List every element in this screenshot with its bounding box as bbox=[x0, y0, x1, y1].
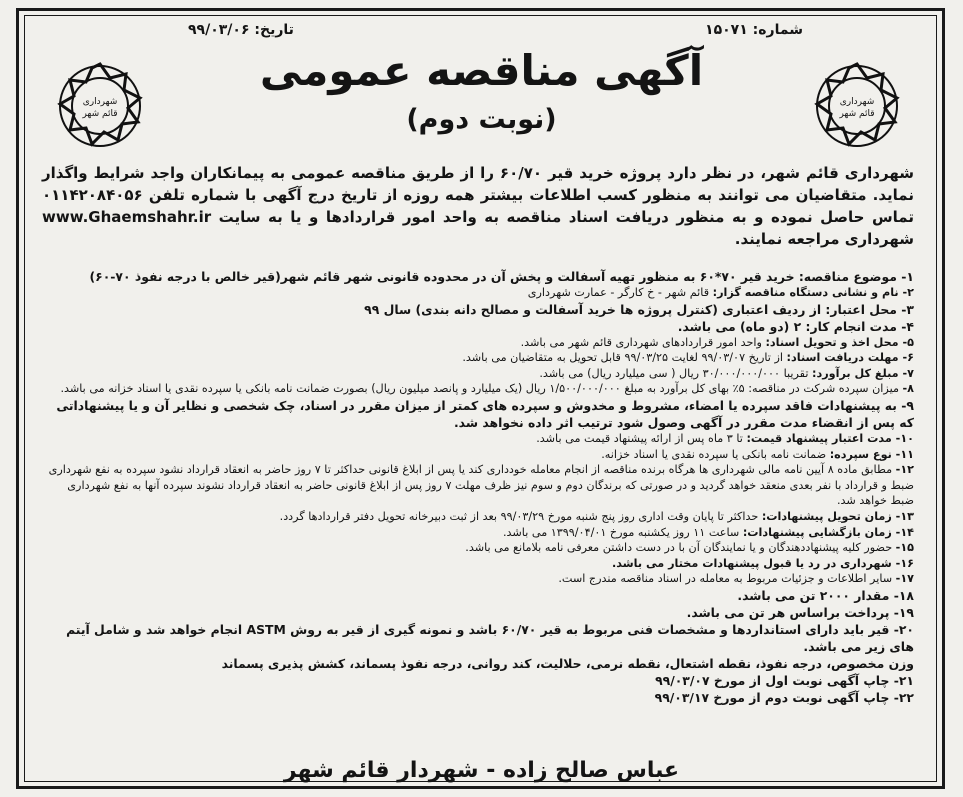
tender-term-label: ۳- محل اعتبار: bbox=[825, 301, 914, 317]
tender-term-text: خرید قیر ۷۰*۶۰ به منظور تهیه آسفالت و پخش آن در محدوده قانونی شهر قائم شهر(قیر خالص با درجه نفوذ ۷۰-۶۰) bbox=[89, 269, 799, 284]
announcement-date: تاریخ: ۹۹/۰۳/۰۶ bbox=[188, 22, 294, 38]
tender-term-label: ۶- مهلت دریافت اسناد: bbox=[786, 351, 914, 365]
tender-term-label: ۹- به پیشنهادات فاقد سپرده یا امضاء، مشروط و مخدوش و سپرده های کمتر از میزان مقرر در اسناد، چک شخصی و نظایر آن و یا پیشنهاداتی که پس از انقضاء مدت مقرر در آگهی وصول شود ترتیب اثر داده نخواهد شد. bbox=[56, 397, 914, 430]
tender-term-item bbox=[42, 335, 914, 351]
tender-term-item bbox=[42, 571, 914, 587]
tender-term-item bbox=[42, 462, 914, 509]
emblem-left-line1: شهرداری bbox=[82, 97, 118, 107]
tender-term-label: ۱۳- زمان تحویل پیشنهادات: bbox=[761, 509, 914, 523]
emblem-left-line2: قائم شهر bbox=[82, 109, 118, 119]
tender-term-text: ضمانت نامه بانکی یا سپرده نقدی یا اسناد خزانه. bbox=[601, 447, 830, 461]
tender-term-label: ۱- موضوع مناقصه: bbox=[798, 269, 914, 284]
tender-term-label: ۱۲- bbox=[895, 463, 914, 477]
announcement-number: شماره: ۱۵۰۷۱ bbox=[705, 22, 803, 38]
tender-term-text: سایر اطلاعات و جزئیات مربوط به معامله در اسناد مناقصه مندرج است. bbox=[558, 572, 896, 586]
tender-term-text: از تاریخ ۹۹/۰۳/۰۷ لغایت ۹۹/۰۳/۲۵ قابل تحویل به متقاضیان می باشد. bbox=[462, 351, 787, 365]
tender-term-item bbox=[42, 350, 914, 366]
tender-terms-list bbox=[42, 268, 914, 706]
tender-term-item bbox=[42, 525, 914, 541]
tender-term-text: واحد امور قراردادهای شهرداری قائم شهر می باشد. bbox=[520, 335, 766, 349]
tender-term-label: ۱۵- bbox=[895, 541, 914, 555]
tender-term-item bbox=[42, 556, 914, 572]
tender-term-label: ۸- bbox=[902, 382, 914, 396]
tender-term-item bbox=[42, 689, 914, 706]
tender-term-label: ۱۷- bbox=[895, 572, 914, 586]
emblem-right-line1: شهرداری bbox=[839, 97, 875, 107]
tender-term-label: ۱۹- پرداخت براساس هر تن می باشد. bbox=[686, 604, 914, 620]
tender-term-text: حداکثر تا پایان وقت اداری روز پنج شنبه مورخ ۹۹/۰۳/۲۹ بعد از ثبت دبیرخانه تحویل دفتر قراردادها گردد. bbox=[279, 509, 762, 523]
tender-term-item bbox=[42, 655, 914, 672]
tender-term-text: ساعت ۱۱ روز یکشنبه مورخ ۱۳۹۹/۰۴/۰۱ می باشد. bbox=[502, 525, 743, 539]
tender-term-item bbox=[42, 621, 914, 655]
tender-term-item bbox=[42, 540, 914, 556]
tender-term-label: ۲۰- قیر باید دارای استانداردها و مشخصات فنی مربوط به قیر ۶۰/۷۰ باشد و نمونه گیری از قیر به روش ASTM انجام خواهد شد و شامل آیتم های زیر می باشد. bbox=[66, 621, 914, 654]
tender-term-item bbox=[42, 587, 914, 604]
tender-term-text: مطابق ماده ۸ آیین نامه مالی شهرداری ها هرگاه برنده مناقصه از انجام معامله خودداری کند یا پس از ابلاغ قانونی حداکثر تا ۷ روز حاضر به انعقاد قرارداد نشود سپرده به نفع شهرداری ضبط و قرارداد با نفر بعدی منعقد خواهد گردید و در صورتی که برندگان دوم و سوم نیز ظرف مهلت ۷ روز پس از ابلاغ قانونی حاضر به انعقاد قرارداد نشوند سپرده آنها به نفع شهرداری ضبط خواهد شد. bbox=[48, 463, 914, 508]
tender-term-item bbox=[42, 604, 914, 621]
tender-term-label: ۲۲- چاپ آگهی نوبت دوم از مورخ ۹۹/۰۳/۱۷ bbox=[654, 689, 914, 705]
tender-term-text: تا ۳ ماه پس از ارائه پیشنهاد قیمت می باشد. bbox=[536, 431, 747, 445]
tender-term-label: ۱۶- شهرداری در رد یا قبول پیشنهادات مختار می باشد. bbox=[611, 556, 914, 570]
tender-term-item bbox=[42, 447, 914, 463]
tender-term-label: ۱۴- زمان بازگشایی پیشنهادات: bbox=[742, 525, 914, 539]
tender-term-item bbox=[42, 397, 914, 431]
tender-term-label: ۲۱- چاپ آگهی نوبت اول از مورخ ۹۹/۰۳/۰۷ bbox=[655, 672, 914, 688]
tender-term-text: حضور کلیه پیشنهاددهندگان و یا نمایندگان آن با در دست داشتن معرفی نامه بلامانع می باشد. bbox=[465, 541, 896, 555]
tender-term-item bbox=[42, 672, 914, 689]
tender-term-label: ۷- مبلغ کل برآورد: bbox=[812, 366, 914, 380]
tender-term-label: ۵- محل اخذ و تحویل اسناد: bbox=[765, 335, 914, 349]
tender-term-text: میزان سپرده شرکت در مناقصه: ۵٪ بهای کل برآورد به مبلغ ۱/۵۰۰/۰۰۰/۰۰۰ ریال (یک میلیارد و پانصد میلیون ریال) بصورت ضمانت نامه بانکی یا سپرده نقدی یا اسناد خزانه می باشد. bbox=[60, 382, 903, 396]
announcement-title: آگهی مناقصه عمومی bbox=[259, 46, 704, 95]
intro-paragraph: شهرداری قائم شهر، در نظر دارد پروژه خرید قیر ۶۰/۷۰ را از طریق مناقصه عمومی به پیمانکاران واجد شرایط واگذار نماید. متقاضیان می توانند به منظور کسب اطلاعات بیشتر همه روزه از تاریخ درج آگهی با شماره تلفن ۰۱۱۴۲۰۸۴۰۵۶ تماس حاصل نموده و به منظور دریافت اسناد مناقصه به واحد امور قراردادها و یا به سایت www.Ghaemshahr.ir شهرداری مراجعه نمایند. bbox=[42, 164, 914, 248]
tender-term-item bbox=[42, 381, 914, 397]
tender-term-item bbox=[42, 318, 914, 335]
announcement-subtitle: (نوبت دوم) bbox=[406, 104, 557, 135]
tender-term-item bbox=[42, 431, 914, 447]
mayor-signature: عباس صالح زاده - شهردار قائم شهر bbox=[283, 758, 680, 783]
tender-term-label: ۴- مدت انجام کار: bbox=[805, 318, 914, 334]
tender-term-item bbox=[42, 301, 914, 318]
tender-term-item bbox=[42, 366, 914, 382]
tender-term-text: تقریبا ۳۰/۰۰۰/۰۰۰/۰۰۰ ریال ( سی میلیارد ریال) می باشد. bbox=[539, 366, 813, 380]
tender-term-label: ۱۱- نوع سپرده: bbox=[829, 447, 914, 461]
tender-term-text: قائم شهر - خ کارگر - عمارت شهرداری bbox=[527, 286, 713, 299]
tender-term-text: ۲ (دو ماه) می باشد. bbox=[677, 318, 806, 334]
tender-term-item bbox=[42, 285, 914, 301]
tender-term-item bbox=[42, 268, 914, 285]
tender-term-text: از ردیف اعتباری (کنترل پروژه ها خرید آسفالت و مصالح دانه بندی) سال ۹۹ bbox=[364, 301, 826, 317]
tender-term-item bbox=[42, 509, 914, 525]
tender-term-label: ۱۰- مدت اعتبار پیشنهاد قیمت: bbox=[746, 431, 914, 445]
tender-term-label: ۱۸- مقدار ۲۰۰۰ تن می باشد. bbox=[737, 587, 914, 603]
tender-term-label: ۲- نام و نشانی دستگاه مناقصه گزار: bbox=[712, 286, 914, 299]
tender-term-label: وزن مخصوص، درجه نفوذ، نقطه اشتعال، نقطه نرمی، حلالیت، کند روانی، درجه نفوذ پسماند، کشش پذیری پسماند bbox=[221, 655, 914, 671]
emblem-right-line2: قائم شهر bbox=[839, 109, 875, 119]
